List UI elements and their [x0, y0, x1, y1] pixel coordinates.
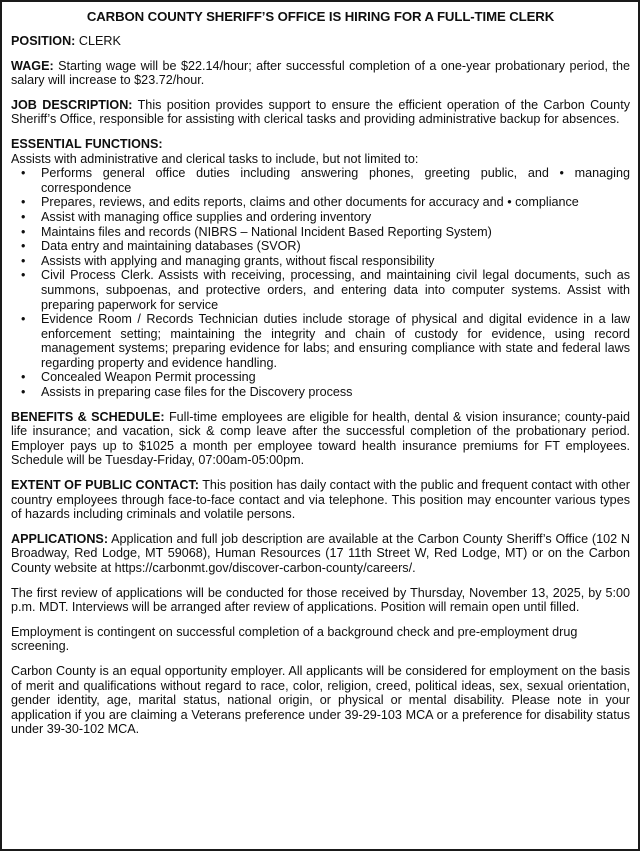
public-contact-paragraph: [11, 478, 630, 522]
list-item: [11, 370, 630, 385]
list-item: [11, 385, 630, 400]
bullet-icon: •: [21, 268, 26, 283]
applications-paragraph: [11, 532, 630, 576]
list-item: [11, 268, 630, 312]
position-value: CLERK: [75, 34, 121, 48]
job-description-label: JOB DESCRIPTION:: [11, 97, 133, 112]
list-item-text: Evidence Room / Records Technician duties include storage of physical and digital evidence in a law enforcement setting; maintaining the integrity and chain of custody for evidence, using record management systems; preparing evidence for labs; and ensuring compliance with state and federal laws regarding property and evidence handling.: [41, 312, 630, 370]
bullet-icon: •: [21, 253, 26, 268]
list-item: [11, 210, 630, 225]
list-item-text: Concealed Weapon Permit processing: [41, 370, 256, 385]
bullet-icon: •: [21, 239, 26, 254]
list-item-text: Performs general office duties including answering phones, greeting public, and • managing correspondence: [41, 166, 630, 195]
essential-functions-heading: ESSENTIAL FUNCTIONS:: [11, 136, 163, 151]
list-item: [11, 254, 630, 269]
bullet-icon: •: [21, 385, 26, 400]
review-notice-paragraph: The first review of applications will be conducted for those received by Thursday, November 13, 2025, by 5:00 p.m. MDT. Interviews will be arranged after review of applications. Position will remain open until filled.: [11, 585, 630, 615]
list-item-text: Assist with managing office supplies and ordering inventory: [41, 209, 372, 224]
wage-paragraph: [11, 59, 630, 88]
list-item-text: Assists in preparing case files for the Discovery process: [41, 385, 353, 400]
bullet-icon: •: [21, 166, 26, 181]
public-contact-value: This position has daily contact with the public and frequent contact with other country employees through face-to-face contact and via telephone. This position may encounter various types of hazards including criminals and volatile persons.: [11, 478, 630, 522]
ad-headline: CARBON COUNTY SHERIFF’S OFFICE IS HIRING FOR A FULL-TIME CLERK: [86, 9, 555, 24]
benefits-paragraph: [11, 410, 630, 468]
bullet-icon: •: [21, 224, 26, 239]
list-item-text: Data entry and maintaining databases (SVOR): [41, 239, 301, 254]
job-description-value: This position provides support to ensure the efficient operation of the Carbon County Sheriff’s Office, responsible for assisting with clerical tasks and providing administrative backup for absences.: [11, 97, 630, 127]
position-paragraph: [11, 34, 630, 49]
list-item: [11, 195, 630, 210]
applications-label: APPLICATIONS:: [11, 531, 109, 546]
job-description-paragraph: [11, 98, 630, 127]
list-item: [11, 166, 630, 195]
list-item-text: Assists with applying and managing grants, without fiscal responsibility: [41, 253, 435, 268]
wage-label: WAGE:: [11, 58, 54, 73]
benefits-label: BENEFITS & SCHEDULE:: [11, 409, 165, 424]
position-label: POSITION:: [11, 34, 76, 48]
list-item: [11, 225, 630, 240]
contingency-paragraph: Employment is contingent on successful completion of a background check and pre-employment drug screening.: [11, 624, 578, 654]
list-item-text: Prepares, reviews, and edits reports, claims and other documents for accuracy and • compliance: [41, 195, 579, 210]
eeo-paragraph: Carbon County is an equal opportunity employer. All applicants will be considered for employment on the basis of merit and qualifications without regard to race, color, religion, creed, political ideas, sex, sexual orientation, gender identity, age, marital status, national origin, or physical or mental disability. Please note in your application if you are claiming a Veterans preference under 39-29-103 MCA or a preference for disability status under 39-30-102 MCA.: [11, 663, 630, 737]
list-item-text: Civil Process Clerk. Assists with receiving, processing, and maintaining civil legal documents, such as summons, subpoenas, and protective orders, and entering data into computer systems. Assist with preparing paperwork for service: [41, 268, 630, 312]
essential-functions-intro: Assists with administrative and clerical tasks to include, but not limited to:: [11, 151, 419, 166]
essential-functions-list: [11, 166, 630, 400]
public-contact-label: EXTENT OF PUBLIC CONTACT:: [11, 478, 199, 493]
list-item-text: Maintains files and records (NIBRS – National Incident Based Reporting System): [41, 224, 492, 239]
applications-value: Application and full job description are available at the Carbon County Sheriff’s Office (102 N Broadway, Red Lodge, MT 59068), Human Resources (17 11th Street W, Red Lodge, MT) or on the Carbon County website at https://carbonmt.gov/discover-carbon-county/careers/.: [11, 531, 630, 575]
bullet-icon: •: [21, 209, 26, 224]
bullet-icon: •: [21, 370, 26, 385]
bullet-icon: •: [21, 195, 26, 210]
benefits-value: Full-time employees are eligible for health, dental & vision insurance; county-paid life insurance; and vacation, sick & comp leave after the successful completion of the probationary period. Employer pays up to $1025 a month per employee toward health insurance premiums for FT employees. Schedule will be Tuesday-Friday, 07:00am-05:00pm.: [11, 409, 630, 468]
wage-value: Starting wage will be $22.14/hour; after successful completion of a one-year probationary period, the salary will increase to $23.72/hour.: [11, 58, 630, 88]
list-item: [11, 239, 630, 254]
bullet-icon: •: [21, 312, 26, 327]
list-item: [11, 312, 630, 370]
